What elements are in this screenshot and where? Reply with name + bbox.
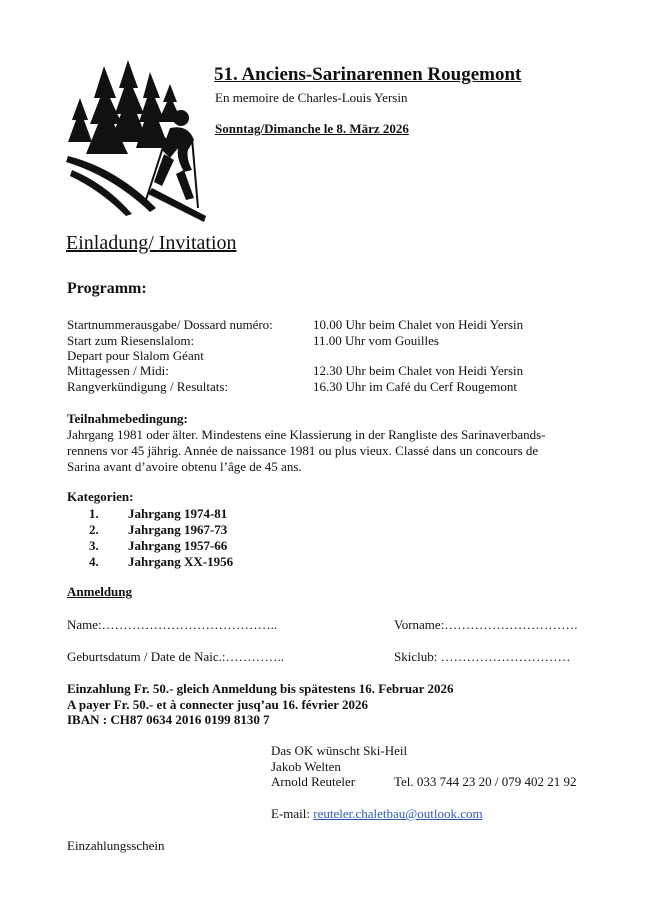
iban-line: IBAN : CH87 0634 2016 0199 8130 7: [67, 712, 270, 727]
payment-line-fr: A payer Fr. 50.- et à connecter jusq’au 16. février 2026: [67, 697, 368, 712]
programm-value: 12.30 Uhr beim Chalet von Heidi Yersin: [313, 363, 524, 378]
teilnahme-line: rennens vor 45 jährig. Année de naissance 1981 ou plus vieux. Classé dans un concours de: [67, 443, 539, 458]
skiclub-field[interactable]: Skiclub: …………………………: [394, 649, 571, 664]
programm-value: 16.30 Uhr im Café du Cerf Rougemont: [313, 379, 517, 394]
programm-label: Startnummerausgabe/ Dossard numéro:: [67, 317, 273, 332]
programm-heading: Programm:: [67, 280, 147, 297]
closing-name: Arnold Reuteler: [271, 774, 356, 789]
kategorie-label: Jahrgang 1974-81: [128, 506, 228, 521]
programm-value: 11.00 Uhr vom Gouilles: [313, 333, 439, 348]
teilnahme-text: [67, 427, 587, 475]
kategorie-number: 3.: [89, 538, 99, 553]
telephone: Tel. 033 744 23 20 / 079 402 21 92: [394, 774, 577, 789]
event-title: 51. Anciens-Sarinarennen Rougemont: [214, 64, 522, 85]
anmeldung-heading: Anmeldung: [67, 584, 133, 599]
kategorie-label: Jahrgang 1957-66: [128, 538, 228, 553]
kategorie-label: Jahrgang 1967-73: [128, 522, 228, 537]
payment-line-de: Einzahlung Fr. 50.- gleich Anmeldung bis spätestens 16. Februar 2026: [67, 681, 454, 696]
email-label: E-mail:: [271, 806, 310, 821]
invitation-heading: Einladung/ Invitation: [66, 232, 237, 254]
programm-label: Rangverkündigung / Resultats:: [67, 379, 229, 394]
kategorie-number: 2.: [89, 522, 99, 537]
event-subtitle: En memoire de Charles-Louis Yersin: [215, 90, 408, 105]
footer-label: Einzahlungsschein: [67, 838, 165, 853]
skier-with-trees-icon: [66, 58, 216, 228]
email-link[interactable]: reuteler.chaletbau@outlook.com: [313, 806, 483, 821]
programm-label: Mittagessen / Midi:: [67, 363, 169, 378]
teilnahme-heading: Teilnahmebedingung:: [67, 411, 188, 426]
vorname-field[interactable]: Vorname:………………………….: [394, 617, 578, 632]
closing-greeting: Das OK wünscht Ski-Heil: [271, 743, 408, 758]
programm-label: Start zum Riesenslalom:: [67, 333, 195, 348]
geburtsdatum-field[interactable]: Geburtsdatum / Date de Naic.:…………..: [67, 649, 284, 664]
event-date: Sonntag/Dimanche le 8. März 2026: [215, 121, 409, 136]
teilnahme-line: Jahrgang 1981 oder älter. Mindestens eine Klassierung in der Rangliste des Sarinaverbands-: [67, 427, 546, 442]
email-row: [271, 806, 483, 822]
closing-name: Jakob Welten: [271, 759, 341, 774]
teilnahme-line: Sarina avant d’avoire obtenu l’âge de 45 ans.: [67, 459, 302, 474]
kategorie-number: 1.: [89, 506, 99, 521]
programm-label: Depart pour Slalom Géant: [67, 348, 204, 363]
kategorie-label: Jahrgang XX-1956: [128, 554, 234, 569]
kategorie-number: 4.: [89, 554, 99, 569]
name-field[interactable]: Name:…………………………………..: [67, 617, 278, 632]
programm-value: 10.00 Uhr beim Chalet von Heidi Yersin: [313, 317, 524, 332]
kategorien-heading: Kategorien:: [67, 489, 134, 504]
